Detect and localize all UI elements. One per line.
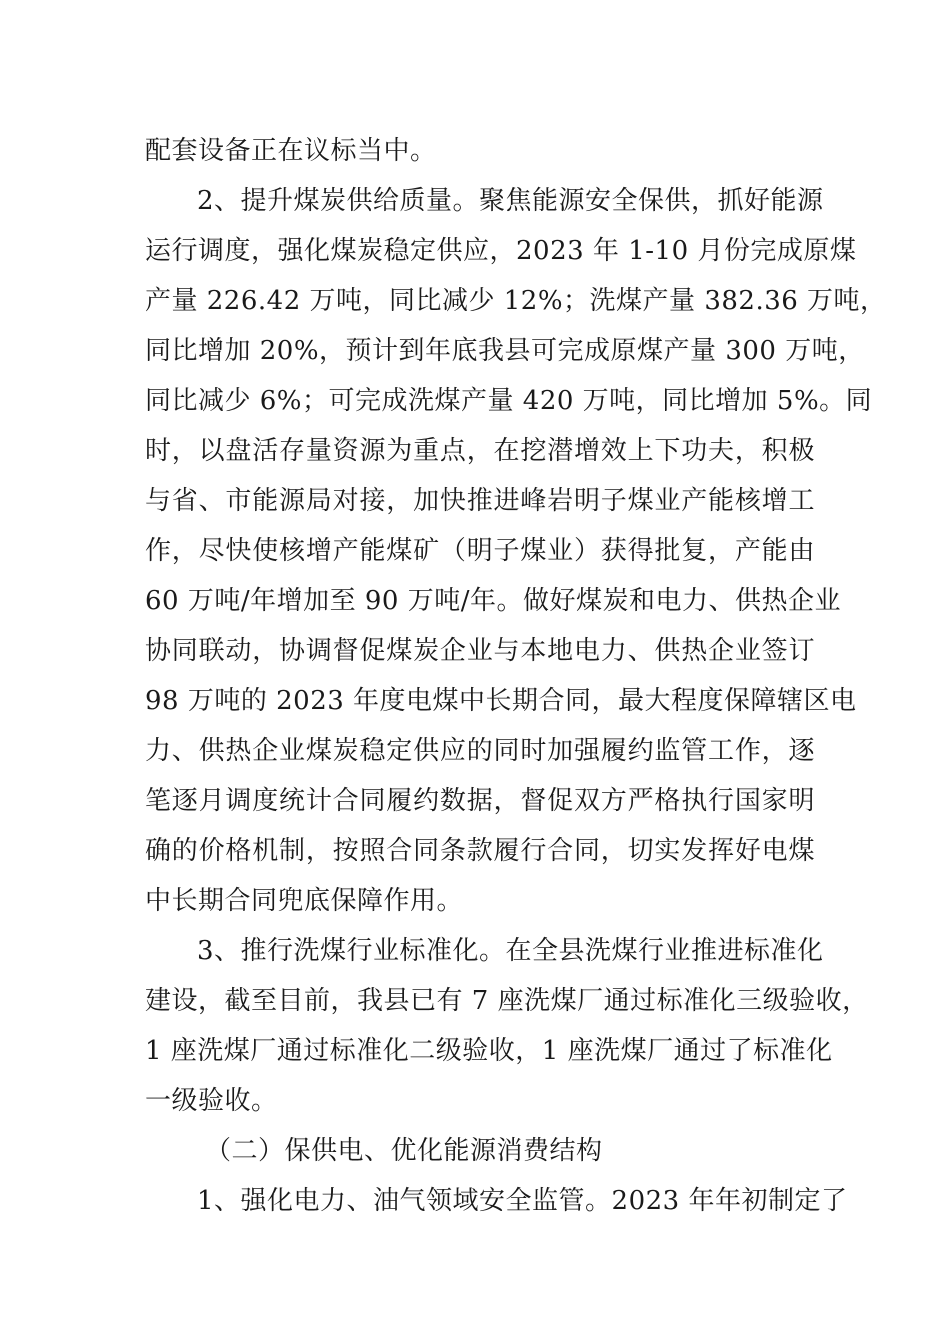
text-line: 运行调度，强化煤炭稳定供应，2023 年 1-10 月份完成原煤	[145, 236, 857, 266]
text-line: 2、提升煤炭供给质量。聚焦能源安全保供，抓好能源	[197, 186, 824, 216]
text-line: 3、推行洗煤行业标准化。在全县洗煤行业推进标准化	[197, 936, 824, 966]
text-line: 作，尽快使核增产能煤矿（明子煤业）获得批复，产能由	[145, 536, 815, 566]
text-line: 与省、市能源局对接，加快推进峰岩明子煤业产能核增工	[145, 486, 815, 516]
text-line: 60 万吨/年增加至 90 万吨/年。做好煤炭和电力、供热企业	[145, 586, 841, 616]
text-line: 配套设备正在议标当中。	[145, 136, 437, 166]
text-line: 1 座洗煤厂通过标准化二级验收，1 座洗煤厂通过了标准化	[145, 1036, 833, 1066]
text-line: 产量 226.42 万吨，同比减少 12%；洗煤产量 382.36 万吨，	[145, 286, 887, 316]
text-line: 笔逐月调度统计合同履约数据，督促双方严格执行国家明	[145, 786, 815, 816]
text-line: 同比减少 6%；可完成洗煤产量 420 万吨，同比增加 5%。同	[145, 386, 873, 416]
text-line: 同比增加 20%，预计到年底我县可完成原煤产量 300 万吨，	[145, 336, 865, 366]
text-line: 建设，截至目前，我县已有 7 座洗煤厂通过标准化三级验收，	[145, 986, 869, 1016]
text-line: 中长期合同兜底保障作用。	[145, 886, 464, 916]
section-heading: （二）保供电、优化能源消费结构	[205, 1136, 603, 1166]
text-line: 确的价格机制，按照合同条款履行合同，切实发挥好电煤	[145, 836, 815, 866]
text-line: 98 万吨的 2023 年度电煤中长期合同，最大程度保障辖区电	[145, 686, 857, 716]
text-line: 时，以盘活存量资源为重点，在挖潜增效上下功夫，积极	[145, 436, 815, 466]
text-line: 1、强化电力、油气领域安全监管。2023 年年初制定了	[197, 1186, 848, 1216]
text-line: 协同联动，协调督促煤炭企业与本地电力、供热企业签订	[145, 636, 815, 666]
text-line: 力、供热企业煤炭稳定供应的同时加强履约监管工作，逐	[145, 736, 815, 766]
text-line: 一级验收。	[145, 1086, 278, 1116]
